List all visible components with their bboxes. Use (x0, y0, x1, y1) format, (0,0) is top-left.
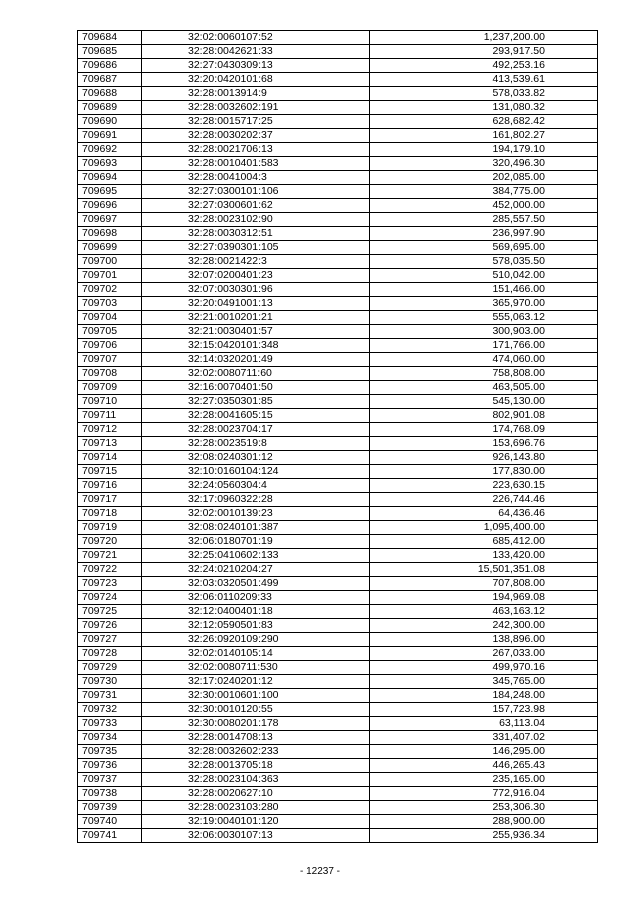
row-number-cell: 709730 (78, 675, 142, 689)
row-number-cell: 709708 (78, 367, 142, 381)
table-row (78, 563, 598, 577)
row-number-cell: 709720 (78, 535, 142, 549)
table-row (78, 241, 598, 255)
value-cell: 177,830.00 (370, 465, 598, 479)
row-number-cell: 709723 (78, 577, 142, 591)
cadastral-number-cell: 32:02:0060107:52 (142, 31, 370, 45)
value-cell: 474,060.00 (370, 353, 598, 367)
row-number-cell: 709687 (78, 73, 142, 87)
row-number-cell: 709702 (78, 283, 142, 297)
cadastral-number-cell: 32:07:0200401:23 (142, 269, 370, 283)
value-cell: 510,042.00 (370, 269, 598, 283)
row-number-cell: 709734 (78, 731, 142, 745)
cadastral-number-cell: 32:28:0023704:17 (142, 423, 370, 437)
cadastral-number-cell: 32:14:0320201:49 (142, 353, 370, 367)
table-row (78, 381, 598, 395)
cadastral-number-cell: 32:10:0160104:124 (142, 465, 370, 479)
table-row (78, 59, 598, 73)
cadastral-number-cell: 32:16:0070401:50 (142, 381, 370, 395)
row-number-cell: 709686 (78, 59, 142, 73)
cadastral-number-cell: 32:28:0023103:280 (142, 801, 370, 815)
value-cell: 223,630.15 (370, 479, 598, 493)
cadastral-number-cell: 32:25:0410602:133 (142, 549, 370, 563)
table-row (78, 815, 598, 829)
value-cell: 463,505.00 (370, 381, 598, 395)
table-row (78, 787, 598, 801)
row-number-cell: 709712 (78, 423, 142, 437)
value-cell: 926,143.80 (370, 451, 598, 465)
table-row (78, 297, 598, 311)
cadastral-number-cell: 32:02:0080711:60 (142, 367, 370, 381)
cadastral-number-cell: 32:08:0240301:12 (142, 451, 370, 465)
table-row (78, 213, 598, 227)
value-cell: 1,237,200.00 (370, 31, 598, 45)
row-number-cell: 709732 (78, 703, 142, 717)
row-number-cell: 709696 (78, 199, 142, 213)
row-number-cell: 709689 (78, 101, 142, 115)
table-row (78, 605, 598, 619)
value-cell: 133,420.00 (370, 549, 598, 563)
value-cell: 492,253.16 (370, 59, 598, 73)
cadastral-number-cell: 32:27:0430309:13 (142, 59, 370, 73)
value-cell: 153,696.76 (370, 437, 598, 451)
row-number-cell: 709699 (78, 241, 142, 255)
cadastral-number-cell: 32:19:0040101:120 (142, 815, 370, 829)
row-number-cell: 709738 (78, 787, 142, 801)
value-cell: 293,917.50 (370, 45, 598, 59)
value-cell: 151,466.00 (370, 283, 598, 297)
row-number-cell: 709724 (78, 591, 142, 605)
row-number-cell: 709695 (78, 185, 142, 199)
cadastral-number-cell: 32:21:0030401:57 (142, 325, 370, 339)
cadastral-number-cell: 32:28:0042621:33 (142, 45, 370, 59)
row-number-cell: 709729 (78, 661, 142, 675)
table-row (78, 717, 598, 731)
cadastral-number-cell: 32:12:0400401:18 (142, 605, 370, 619)
table-row (78, 325, 598, 339)
table-row (78, 451, 598, 465)
row-number-cell: 709700 (78, 255, 142, 269)
row-number-cell: 709717 (78, 493, 142, 507)
row-number-cell: 709718 (78, 507, 142, 521)
row-number-cell: 709701 (78, 269, 142, 283)
value-cell: 63,113.04 (370, 717, 598, 731)
row-number-cell: 709703 (78, 297, 142, 311)
row-number-cell: 709733 (78, 717, 142, 731)
row-number-cell: 709740 (78, 815, 142, 829)
cadastral-number-cell: 32:20:0491001:13 (142, 297, 370, 311)
row-number-cell: 709711 (78, 409, 142, 423)
cadastral-value-table (77, 30, 598, 843)
table-row (78, 31, 598, 45)
cadastral-number-cell: 32:30:0010120:55 (142, 703, 370, 717)
cadastral-number-cell: 32:30:0080201:178 (142, 717, 370, 731)
table-row (78, 87, 598, 101)
table-row (78, 731, 598, 745)
table-row (78, 437, 598, 451)
table-row (78, 773, 598, 787)
value-cell: 194,969.08 (370, 591, 598, 605)
value-cell: 202,085.00 (370, 171, 598, 185)
cadastral-number-cell: 32:12:0590501:83 (142, 619, 370, 633)
value-cell: 161,802.27 (370, 129, 598, 143)
table-row (78, 101, 598, 115)
table-row (78, 591, 598, 605)
cadastral-number-cell: 32:28:0032602:191 (142, 101, 370, 115)
table-row (78, 535, 598, 549)
row-number-cell: 709694 (78, 171, 142, 185)
row-number-cell: 709736 (78, 759, 142, 773)
value-cell: 15,501,351.08 (370, 563, 598, 577)
value-cell: 236,997.90 (370, 227, 598, 241)
table-row (78, 745, 598, 759)
table-row (78, 353, 598, 367)
value-cell: 320,496.30 (370, 157, 598, 171)
row-number-cell: 709685 (78, 45, 142, 59)
value-cell: 555,063.12 (370, 311, 598, 325)
row-number-cell: 709739 (78, 801, 142, 815)
cadastral-number-cell: 32:28:0010401:583 (142, 157, 370, 171)
row-number-cell: 709716 (78, 479, 142, 493)
value-cell: 194,179.10 (370, 143, 598, 157)
row-number-cell: 709737 (78, 773, 142, 787)
value-cell: 413,539.61 (370, 73, 598, 87)
row-number-cell: 709713 (78, 437, 142, 451)
value-cell: 578,033.82 (370, 87, 598, 101)
cadastral-number-cell: 32:28:0021422:3 (142, 255, 370, 269)
cadastral-number-cell: 32:28:0030312:51 (142, 227, 370, 241)
cadastral-number-cell: 32:27:0300101:106 (142, 185, 370, 199)
value-cell: 345,765.00 (370, 675, 598, 689)
value-cell: 758,808.00 (370, 367, 598, 381)
cadastral-number-cell: 32:24:0210204:27 (142, 563, 370, 577)
table-row (78, 465, 598, 479)
table-row (78, 507, 598, 521)
cadastral-number-cell: 32:02:0080711:530 (142, 661, 370, 675)
cadastral-number-cell: 32:28:0023104:363 (142, 773, 370, 787)
value-cell: 628,682.42 (370, 115, 598, 129)
row-number-cell: 709697 (78, 213, 142, 227)
value-cell: 255,936.34 (370, 829, 598, 843)
value-cell: 64,436.46 (370, 507, 598, 521)
cadastral-number-cell: 32:30:0010601:100 (142, 689, 370, 703)
table-row (78, 185, 598, 199)
row-number-cell: 709727 (78, 633, 142, 647)
table-row (78, 829, 598, 843)
row-number-cell: 709728 (78, 647, 142, 661)
table-row (78, 577, 598, 591)
table-row (78, 647, 598, 661)
value-cell: 384,775.00 (370, 185, 598, 199)
row-number-cell: 709684 (78, 31, 142, 45)
cadastral-number-cell: 32:17:0960322:28 (142, 493, 370, 507)
cadastral-number-cell: 32:28:0020627:10 (142, 787, 370, 801)
row-number-cell: 709726 (78, 619, 142, 633)
cadastral-number-cell: 32:02:0010139:23 (142, 507, 370, 521)
cadastral-number-cell: 32:28:0014708:13 (142, 731, 370, 745)
value-cell: 184,248.00 (370, 689, 598, 703)
value-cell: 131,080.32 (370, 101, 598, 115)
row-number-cell: 709741 (78, 829, 142, 843)
cadastral-number-cell: 32:06:0030107:13 (142, 829, 370, 843)
row-number-cell: 709715 (78, 465, 142, 479)
table-row (78, 423, 598, 437)
cadastral-number-cell: 32:28:0021706:13 (142, 143, 370, 157)
cadastral-number-cell: 32:24:0560304:4 (142, 479, 370, 493)
row-number-cell: 709705 (78, 325, 142, 339)
cadastral-number-cell: 32:02:0140105:14 (142, 647, 370, 661)
cadastral-number-cell: 32:28:0023519:8 (142, 437, 370, 451)
table-row (78, 619, 598, 633)
row-number-cell: 709706 (78, 339, 142, 353)
value-cell: 267,033.00 (370, 647, 598, 661)
table-row (78, 73, 598, 87)
row-number-cell: 709693 (78, 157, 142, 171)
cadastral-number-cell: 32:15:0420101:348 (142, 339, 370, 353)
row-number-cell: 709735 (78, 745, 142, 759)
cadastral-number-cell: 32:28:0015717:25 (142, 115, 370, 129)
cadastral-number-cell: 32:27:0350301:85 (142, 395, 370, 409)
value-cell: 707,808.00 (370, 577, 598, 591)
row-number-cell: 709707 (78, 353, 142, 367)
value-cell: 569,695.00 (370, 241, 598, 255)
row-number-cell: 709721 (78, 549, 142, 563)
page-number: - 12237 - (299, 866, 341, 877)
cadastral-number-cell: 32:28:0032602:233 (142, 745, 370, 759)
table-row (78, 143, 598, 157)
value-cell: 1,095,400.00 (370, 521, 598, 535)
value-cell: 685,412.00 (370, 535, 598, 549)
cadastral-number-cell: 32:28:0030202:37 (142, 129, 370, 143)
value-cell: 174,768.09 (370, 423, 598, 437)
cadastral-number-cell: 32:28:0023102:90 (142, 213, 370, 227)
value-cell: 463,163.12 (370, 605, 598, 619)
value-cell: 802,901.08 (370, 409, 598, 423)
cadastral-number-cell: 32:17:0240201:12 (142, 675, 370, 689)
table-row (78, 199, 598, 213)
table-row (78, 703, 598, 717)
cadastral-number-cell: 32:27:0300601:62 (142, 199, 370, 213)
value-cell: 288,900.00 (370, 815, 598, 829)
value-cell: 226,744.46 (370, 493, 598, 507)
row-number-cell: 709692 (78, 143, 142, 157)
table-row (78, 171, 598, 185)
table-row (78, 801, 598, 815)
cadastral-number-cell: 32:21:0010201:21 (142, 311, 370, 325)
value-cell: 578,035.50 (370, 255, 598, 269)
table-row (78, 157, 598, 171)
row-number-cell: 709698 (78, 227, 142, 241)
cadastral-number-cell: 32:06:0180701:19 (142, 535, 370, 549)
cadastral-number-cell: 32:07:0030301:96 (142, 283, 370, 297)
row-number-cell: 709725 (78, 605, 142, 619)
cadastral-number-cell: 32:27:0390301:105 (142, 241, 370, 255)
row-number-cell: 709688 (78, 87, 142, 101)
value-cell: 146,295.00 (370, 745, 598, 759)
table-row (78, 409, 598, 423)
table-row (78, 311, 598, 325)
row-number-cell: 709704 (78, 311, 142, 325)
cadastral-number-cell: 32:06:0110209:33 (142, 591, 370, 605)
row-number-cell: 709710 (78, 395, 142, 409)
row-number-cell: 709731 (78, 689, 142, 703)
cadastral-number-cell: 32:26:0920109:290 (142, 633, 370, 647)
value-cell: 446,265.43 (370, 759, 598, 773)
value-cell: 171,766.00 (370, 339, 598, 353)
table-row (78, 689, 598, 703)
table-row (78, 759, 598, 773)
table-row (78, 283, 598, 297)
table-row (78, 493, 598, 507)
value-cell: 253,306.30 (370, 801, 598, 815)
table-row (78, 675, 598, 689)
value-cell: 365,970.00 (370, 297, 598, 311)
row-number-cell: 709719 (78, 521, 142, 535)
table-row (78, 255, 598, 269)
value-cell: 331,407.02 (370, 731, 598, 745)
value-cell: 499,970.16 (370, 661, 598, 675)
value-cell: 300,903.00 (370, 325, 598, 339)
value-cell: 545,130.00 (370, 395, 598, 409)
value-cell: 242,300.00 (370, 619, 598, 633)
table-row (78, 549, 598, 563)
cadastral-number-cell: 32:28:0013914:9 (142, 87, 370, 101)
table-row (78, 129, 598, 143)
table-row (78, 227, 598, 241)
row-number-cell: 709709 (78, 381, 142, 395)
cadastral-number-cell: 32:28:0041605:15 (142, 409, 370, 423)
cadastral-number-cell: 32:08:0240101:387 (142, 521, 370, 535)
value-cell: 138,896.00 (370, 633, 598, 647)
table-body (78, 31, 598, 843)
row-number-cell: 709690 (78, 115, 142, 129)
cadastral-number-cell: 32:28:0041004:3 (142, 171, 370, 185)
table-row (78, 479, 598, 493)
table-row (78, 269, 598, 283)
value-cell: 772,916.04 (370, 787, 598, 801)
cadastral-number-cell: 32:20:0420101:68 (142, 73, 370, 87)
row-number-cell: 709722 (78, 563, 142, 577)
table-row (78, 115, 598, 129)
table-row (78, 45, 598, 59)
cadastral-number-cell: 32:03:0320501:499 (142, 577, 370, 591)
row-number-cell: 709714 (78, 451, 142, 465)
value-cell: 452,000.00 (370, 199, 598, 213)
table-row (78, 367, 598, 381)
table-row (78, 633, 598, 647)
cadastral-number-cell: 32:28:0013705:18 (142, 759, 370, 773)
value-cell: 157,723.98 (370, 703, 598, 717)
table-row (78, 521, 598, 535)
value-cell: 235,165.00 (370, 773, 598, 787)
row-number-cell: 709691 (78, 129, 142, 143)
table-row (78, 395, 598, 409)
value-cell: 285,557.50 (370, 213, 598, 227)
table-row (78, 339, 598, 353)
table-row (78, 661, 598, 675)
